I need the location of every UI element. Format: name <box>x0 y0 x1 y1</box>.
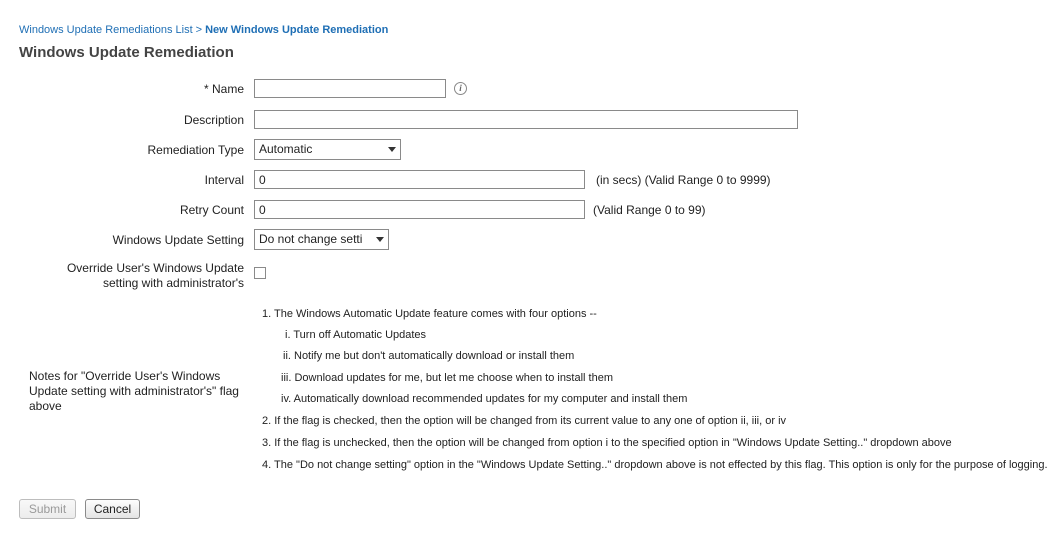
windows-update-setting-select[interactable] <box>254 229 389 250</box>
breadcrumb-separator: > <box>195 24 203 36</box>
name-label: * Name <box>203 82 244 96</box>
note-item: 1. The Windows Automatic Update feature comes with four options -- <box>262 308 597 320</box>
breadcrumb <box>19 24 388 36</box>
note-item: 3. If the flag is unchecked, then the option will be changed from option i to the specified option in "Windows Update Setting.." dropdown above <box>262 437 952 449</box>
interval-label: Interval <box>204 173 244 187</box>
retry-count-hint: (Valid Range 0 to 99) <box>593 203 706 217</box>
info-icon[interactable]: i <box>454 82 467 95</box>
cancel-button[interactable]: Cancel <box>85 499 140 519</box>
notes-label: Notes for "Override User's Windows Update setting with administrator's" flag above <box>29 369 239 413</box>
windows-update-setting-label: Windows Update Setting <box>112 233 244 247</box>
interval-input[interactable] <box>254 170 585 189</box>
retry-count-input[interactable] <box>254 200 585 219</box>
note-item: i. Turn off Automatic Updates <box>285 329 427 341</box>
note-item: iii. Download updates for me, but let me choose when to install them <box>281 372 614 384</box>
override-label <box>44 261 244 291</box>
override-checkbox[interactable] <box>254 267 266 279</box>
note-item: ii. Notify me but don't automatically download or install them <box>283 350 575 362</box>
chevron-down-icon <box>376 237 384 242</box>
breadcrumb-parent-link[interactable]: Windows Update Remediations List <box>19 24 193 36</box>
page-title: Windows Update Remediation <box>19 44 234 61</box>
note-item: 2. If the flag is checked, then the option will be changed from its current value to any one of option ii, iii, or iv <box>262 415 787 427</box>
chevron-down-icon <box>388 147 396 152</box>
breadcrumb-current: New Windows Update Remediation <box>205 24 389 36</box>
remediation-type-select[interactable] <box>254 139 401 160</box>
override-label-line1: Override User's Windows Update <box>66 261 244 275</box>
interval-hint: (in secs) (Valid Range 0 to 9999) <box>596 173 771 187</box>
remediation-type-selected: Automatic <box>259 142 313 156</box>
description-label: Description <box>183 113 244 127</box>
description-input[interactable] <box>254 110 798 129</box>
remediation-type-label: Remediation Type <box>147 143 244 157</box>
submit-button[interactable]: Submit <box>19 499 76 519</box>
note-item: iv. Automatically download recommended updates for my computer and install them <box>281 393 688 405</box>
retry-count-label: Retry Count <box>179 203 244 217</box>
note-item: 4. The "Do not change setting" option in the "Windows Update Setting.." dropdown above is not effected by this flag. This option is only for the purpose of logging. <box>262 459 1048 471</box>
windows-update-setting-selected: Do not change setti <box>259 232 363 246</box>
override-label-line2: setting with administrator's <box>102 276 244 290</box>
name-input[interactable] <box>254 79 446 98</box>
